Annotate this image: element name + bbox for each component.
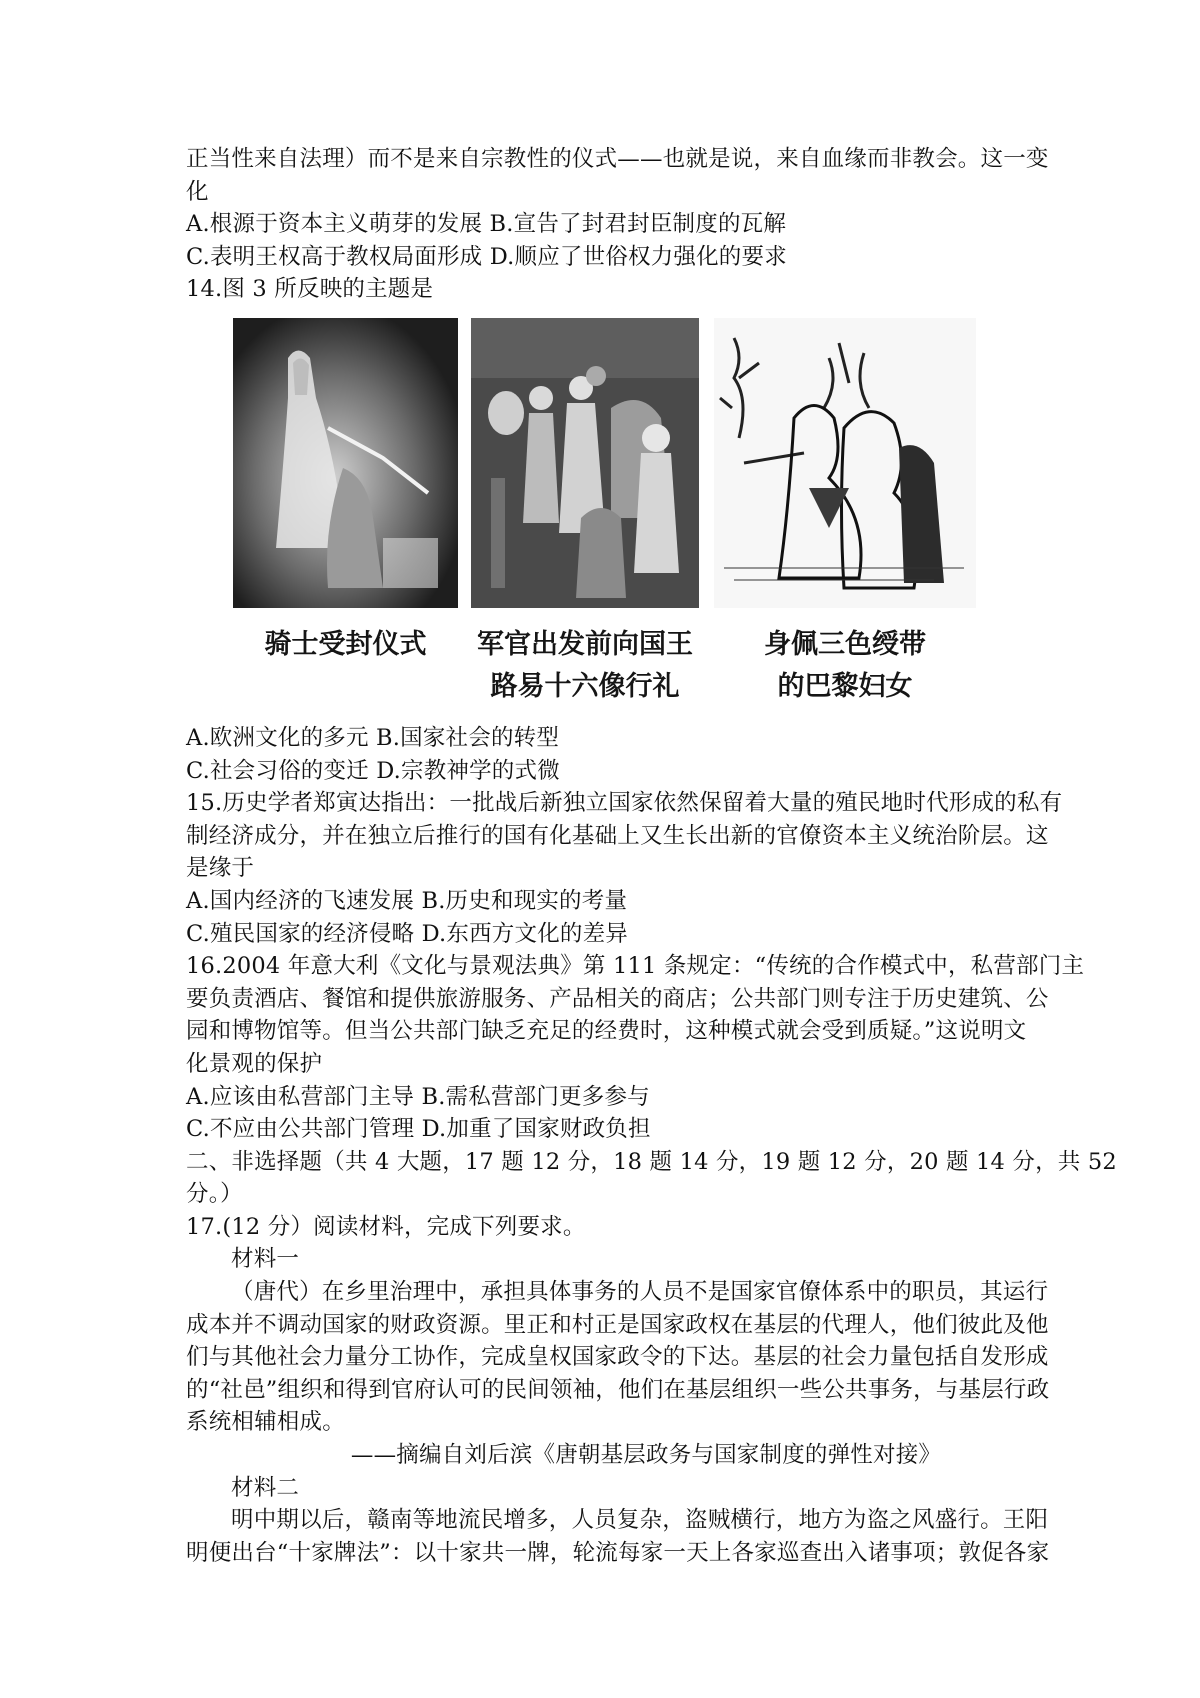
material-2-line-1: 明中期以后，赣南等地流民增多，人员复杂，盗贼横行，地方为盗之风盛行。王阳 (231, 1507, 1049, 1534)
section-2-heading-line-1: 二、非选择题（共 4 大题，17 题 12 分，18 题 14 分，19 题 12 分，20 题 14 分，共 52 (186, 1148, 1117, 1175)
caption-knighting-text: 骑士受封仪式 (264, 628, 427, 660)
q15-options-cd: C.殖民国家的经济侵略 D.东西方文化的差异 (186, 920, 629, 947)
caption-women-line-2: 的巴黎妇女 (777, 670, 913, 702)
caption-knighting-ceremony (233, 624, 458, 666)
caption-officers-line-2: 路易十六像行礼 (490, 670, 680, 702)
q13-options-ab: A.根源于资本主义萌芽的发展 B.宣告了封君封臣制度的瓦解 (186, 211, 787, 238)
material-1-line-4: 的“社邑”组织和得到官府认可的民间领袖，他们在基层组织一些公共事务，与基层行政 (186, 1376, 1050, 1403)
section-2-heading-line-2: 分。） (186, 1181, 243, 1208)
q16-options-cd: C.不应由公共部门管理 D.加重了国家财政负担 (186, 1116, 651, 1143)
material-1-line-3: 们与其他社会力量分工协作，完成皇权国家政令的下达。基层的社会力量包括自发形成 (186, 1344, 1049, 1371)
material-2-line-2: 明便出台“十家牌法”：以十家共一牌，轮流每家一天上各家巡查出入诸事项；敦促各家 (186, 1539, 1050, 1566)
caption-women-line-1: 身佩三色绶带 (764, 628, 926, 660)
caption-parisian-women (714, 624, 976, 708)
q13-text-line-1: 正当性来自法理）而不是来自宗教性的仪式——也就是说，来自血缘而非教会。这一变 (186, 146, 1049, 172)
q14-options-cd: C.社会习俗的变迁 D.宗教神学的式微 (186, 757, 560, 784)
q15-text-line-2: 制经济成分，并在独立后推行的国有化基础上又生长出新的官僚资本主义统治阶层。这 (186, 822, 1049, 849)
q15-options-ab: A.国内经济的飞速发展 B.历史和现实的考量 (186, 887, 628, 914)
material-1-source: ——摘编自刘后滨《唐朝基层政务与国家制度的弹性对接》 (350, 1442, 942, 1469)
parisian-women-image (714, 318, 976, 608)
q15-text-line-3: 是缘于 (186, 855, 255, 882)
q17-stem: 17.(12 分）阅读材料，完成下列要求。 (186, 1213, 586, 1240)
figure-3 (186, 310, 1026, 720)
caption-officers-line-1: 军官出发前向国王 (477, 628, 693, 660)
q16-text-line-4: 化景观的保护 (186, 1050, 323, 1077)
material-1-line-2: 成本并不调动国家的财政资源。里正和村正是国家政权在基层的代理人，他们彼此及他 (186, 1311, 1049, 1338)
material-2-title: 材料二 (231, 1474, 300, 1501)
q14-options-ab: A.欧洲文化的多元 B.国家社会的转型 (186, 724, 560, 751)
caption-officers-saluting (451, 624, 719, 708)
q13-text-line-2: 化 (186, 178, 209, 205)
q13-options-cd: C.表明王权高于教权局面形成 D.顺应了世俗权力强化的要求 (186, 243, 787, 270)
exam-content (186, 143, 1117, 1569)
material-1-line-1: （唐代）在乡里治理中，承担具体事务的人员不是国家官僚体系中的职员，其运行 (231, 1279, 1049, 1306)
officers-saluting-image (471, 318, 699, 608)
q16-text-line-3: 园和博物馆等。但当公共部门缺乏充足的经费时，这种模式就会受到质疑。”这说明文 (186, 1018, 1027, 1045)
q16-options-ab: A.应该由私营部门主导 B.需私营部门更多参与 (186, 1083, 650, 1110)
material-1-title: 材料一 (231, 1246, 300, 1273)
material-1-line-5: 系统相辅相成。 (186, 1409, 345, 1436)
q15-text-line-1: 15.历史学者郑寅达指出：一批战后新独立国家依然保留着大量的殖民地时代形成的私有 (186, 790, 1063, 817)
q16-text-line-2: 要负责酒店、餐馆和提供旅游服务、产品相关的商店；公共部门则专注于历史建筑、公 (186, 985, 1049, 1012)
q16-text-line-1: 16.2004 年意大利《文化与景观法典》第 111 条规定：“传统的合作模式中，私营部门主 (186, 953, 1085, 980)
knighting-ceremony-image (233, 318, 458, 608)
q14-stem: 14.图 3 所反映的主题是 (186, 276, 434, 303)
